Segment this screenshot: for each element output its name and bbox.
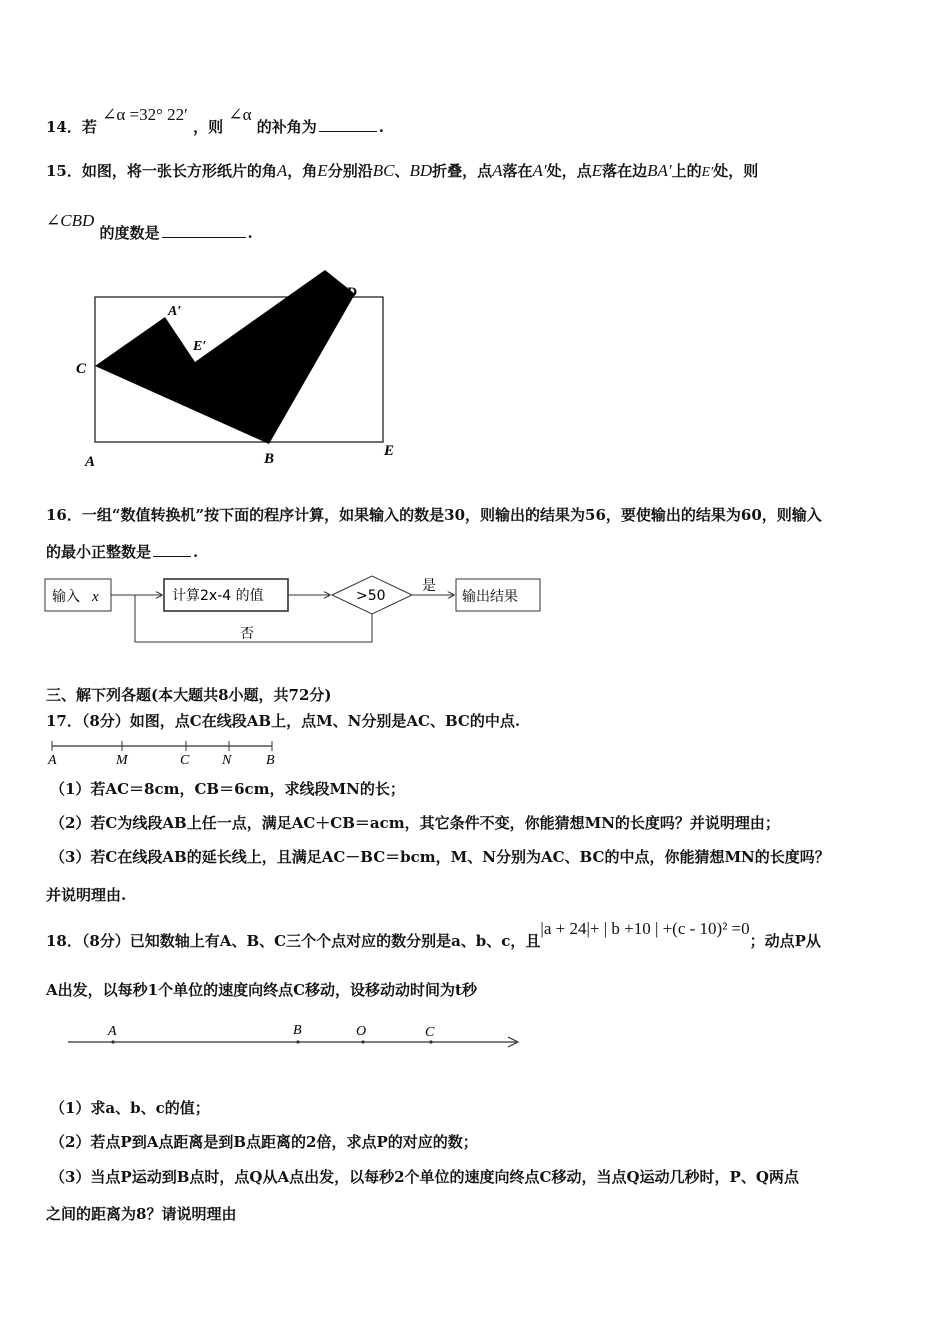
input-label: 输入 xyxy=(52,589,80,605)
output-label: 输出结果 xyxy=(462,589,518,605)
q18-stem2: ；动点P从 xyxy=(749,932,821,950)
q14-alpha: ∠α xyxy=(228,105,252,124)
condition-label: >50 xyxy=(356,588,386,604)
q15-figure xyxy=(70,262,410,472)
q16-end: . xyxy=(193,543,199,561)
q15-text-8: 上的 xyxy=(671,162,702,180)
q15-var-e: E xyxy=(317,161,328,180)
question-18-stem xyxy=(46,918,821,950)
q15-seg-bc: BC xyxy=(372,161,395,180)
q14-end: . xyxy=(378,118,384,136)
point-b xyxy=(296,1040,299,1043)
q14-number: 14．若 xyxy=(46,118,97,136)
seg-label-n: N xyxy=(222,753,232,768)
question-16-line2 xyxy=(46,541,198,562)
q15-var-a: A xyxy=(276,161,288,180)
q15-answer-blank xyxy=(162,236,246,238)
q18-stem1: 18．（8分）已知数轴上有A、B、C三个个点对应的数分别是a、b、c，且 xyxy=(46,932,541,950)
question-18-part3-cont xyxy=(46,1203,236,1224)
question-18-part3 xyxy=(50,1166,799,1187)
question-18-part1 xyxy=(50,1097,210,1118)
q15-end: . xyxy=(247,224,253,242)
q17-part2: （2）若C为线段AB上任一点，满足AC＋CB＝acm，其它条件不变，你能猜想MN的长度吗？并说明理由； xyxy=(50,814,780,832)
q16-answer-blank xyxy=(153,555,191,557)
question-18-part2 xyxy=(50,1131,478,1152)
folded-region xyxy=(95,270,355,444)
q17-part1: （1）若AC＝8cm，CB＝6cm，求线段MN的长； xyxy=(50,780,405,798)
label-d: D xyxy=(346,285,357,301)
q16-line2: 的最小正整数是 xyxy=(46,543,152,561)
label-ep: E′ xyxy=(193,339,207,354)
axis-label-b: B xyxy=(293,1023,302,1038)
q18-part1: （1）求a、b、c的值； xyxy=(50,1099,210,1117)
q15-angle-cbd: ∠CBD xyxy=(46,211,95,230)
question-14 xyxy=(46,104,384,136)
q18-number-line xyxy=(66,1020,536,1070)
q15-text-6: 处，点 xyxy=(546,162,592,180)
q14-answer-blank xyxy=(319,130,377,132)
label-a: A xyxy=(85,454,96,470)
q15-var-e2: E xyxy=(591,161,603,180)
q15-text-3: 分别沿 xyxy=(327,162,373,180)
q18-part3b: 之间的距离为8？请说明理由 xyxy=(46,1205,237,1223)
no-label: 否 xyxy=(240,626,254,642)
q17-segment-figure xyxy=(46,738,286,768)
q15-var-ep: E′ xyxy=(701,165,714,180)
q14-tail: 的补角为 xyxy=(256,118,317,136)
question-17-part2 xyxy=(50,812,780,833)
q17-part3b: 并说明理由. xyxy=(46,886,127,904)
q15-var-ap: A′ xyxy=(532,161,547,180)
question-17-part1 xyxy=(50,778,405,799)
q18-stem3: A出发，以每秒1个单位的速度向终点C移动，设移动动时间为t秒 xyxy=(46,981,477,999)
q15-seg-bap: BA′ xyxy=(647,161,672,180)
q15-text-1: 15．如图，将一张长方形纸片的角 xyxy=(46,162,277,180)
q14-formula: ∠α =32° 22′ xyxy=(102,105,188,124)
compute-label: 计算2x-4 的值 xyxy=(172,588,264,604)
question-17-part3 xyxy=(50,846,830,867)
q18-part2: （2）若点P到A点距离是到B点距离的2倍，求点P的对应的数； xyxy=(50,1133,478,1151)
q17-stem: 17．（8分）如图，点C在线段AB上，点M、N分别是AC、BC的中点. xyxy=(46,712,521,730)
question-15-line1 xyxy=(46,160,758,181)
question-18-stem-cont xyxy=(46,979,477,1000)
question-17-stem xyxy=(46,710,520,731)
q15-text-4: 折叠，点 xyxy=(432,162,493,180)
q17-part3a: （3）若C在线段AB的延长线上，且满足AC－BC＝bcm，M、N分别为AC、BC的中点，你能猜想MN的长度吗？ xyxy=(50,848,830,866)
q16-line1: 16．一组“数值转换机”按下面的程序计算，如果输入的数是30，则输出的结果为56，要使输出的结果为60，则输入 xyxy=(46,506,822,524)
question-17-part3-cont xyxy=(46,884,126,905)
q18-part3a: （3）当点P运动到B点时，点Q从A点出发，以每秒2个单位的速度向终点C移动，当点Q运动几秒时，P、Q两点 xyxy=(50,1168,799,1186)
q15-seg-bd: BD xyxy=(409,161,433,180)
question-15-line2 xyxy=(46,210,253,242)
q15-text-7: 落在边 xyxy=(602,162,648,180)
axis-label-o: O xyxy=(356,1024,367,1039)
point-o xyxy=(361,1040,364,1043)
input-var: x xyxy=(92,589,99,605)
seg-label-c: C xyxy=(180,753,190,768)
q16-flowchart xyxy=(44,576,544,646)
axis-label-a: A xyxy=(108,1024,117,1039)
label-b: B xyxy=(264,451,275,467)
q15-text-2: ，角 xyxy=(287,162,318,180)
q15-text-5: 落在 xyxy=(502,162,533,180)
label-ap: A′ xyxy=(168,304,182,319)
label-e: E xyxy=(384,443,395,459)
axis-label-c: C xyxy=(425,1025,435,1040)
q18-formula: |a + 24|+ | b +10 | +(c - 10)² =0 xyxy=(540,919,750,938)
q15-sep: 、 xyxy=(394,162,410,180)
q15-text-9: 处，则 xyxy=(713,162,759,180)
q15-var-a2: A xyxy=(492,161,503,180)
section-3-heading xyxy=(46,684,332,705)
question-16-line1 xyxy=(46,504,822,525)
yes-label: 是 xyxy=(422,578,436,594)
section-3-title: 三、解下列各题(本大题共8小题，共72分) xyxy=(46,686,332,704)
label-c: C xyxy=(76,361,87,377)
seg-label-a: A xyxy=(48,753,57,768)
point-a xyxy=(111,1040,114,1043)
seg-label-m: M xyxy=(116,753,128,768)
q14-middle: ，则 xyxy=(193,118,224,136)
point-c xyxy=(429,1040,432,1043)
seg-label-b: B xyxy=(266,753,275,768)
q15-text-10: 的度数是 xyxy=(99,224,160,242)
